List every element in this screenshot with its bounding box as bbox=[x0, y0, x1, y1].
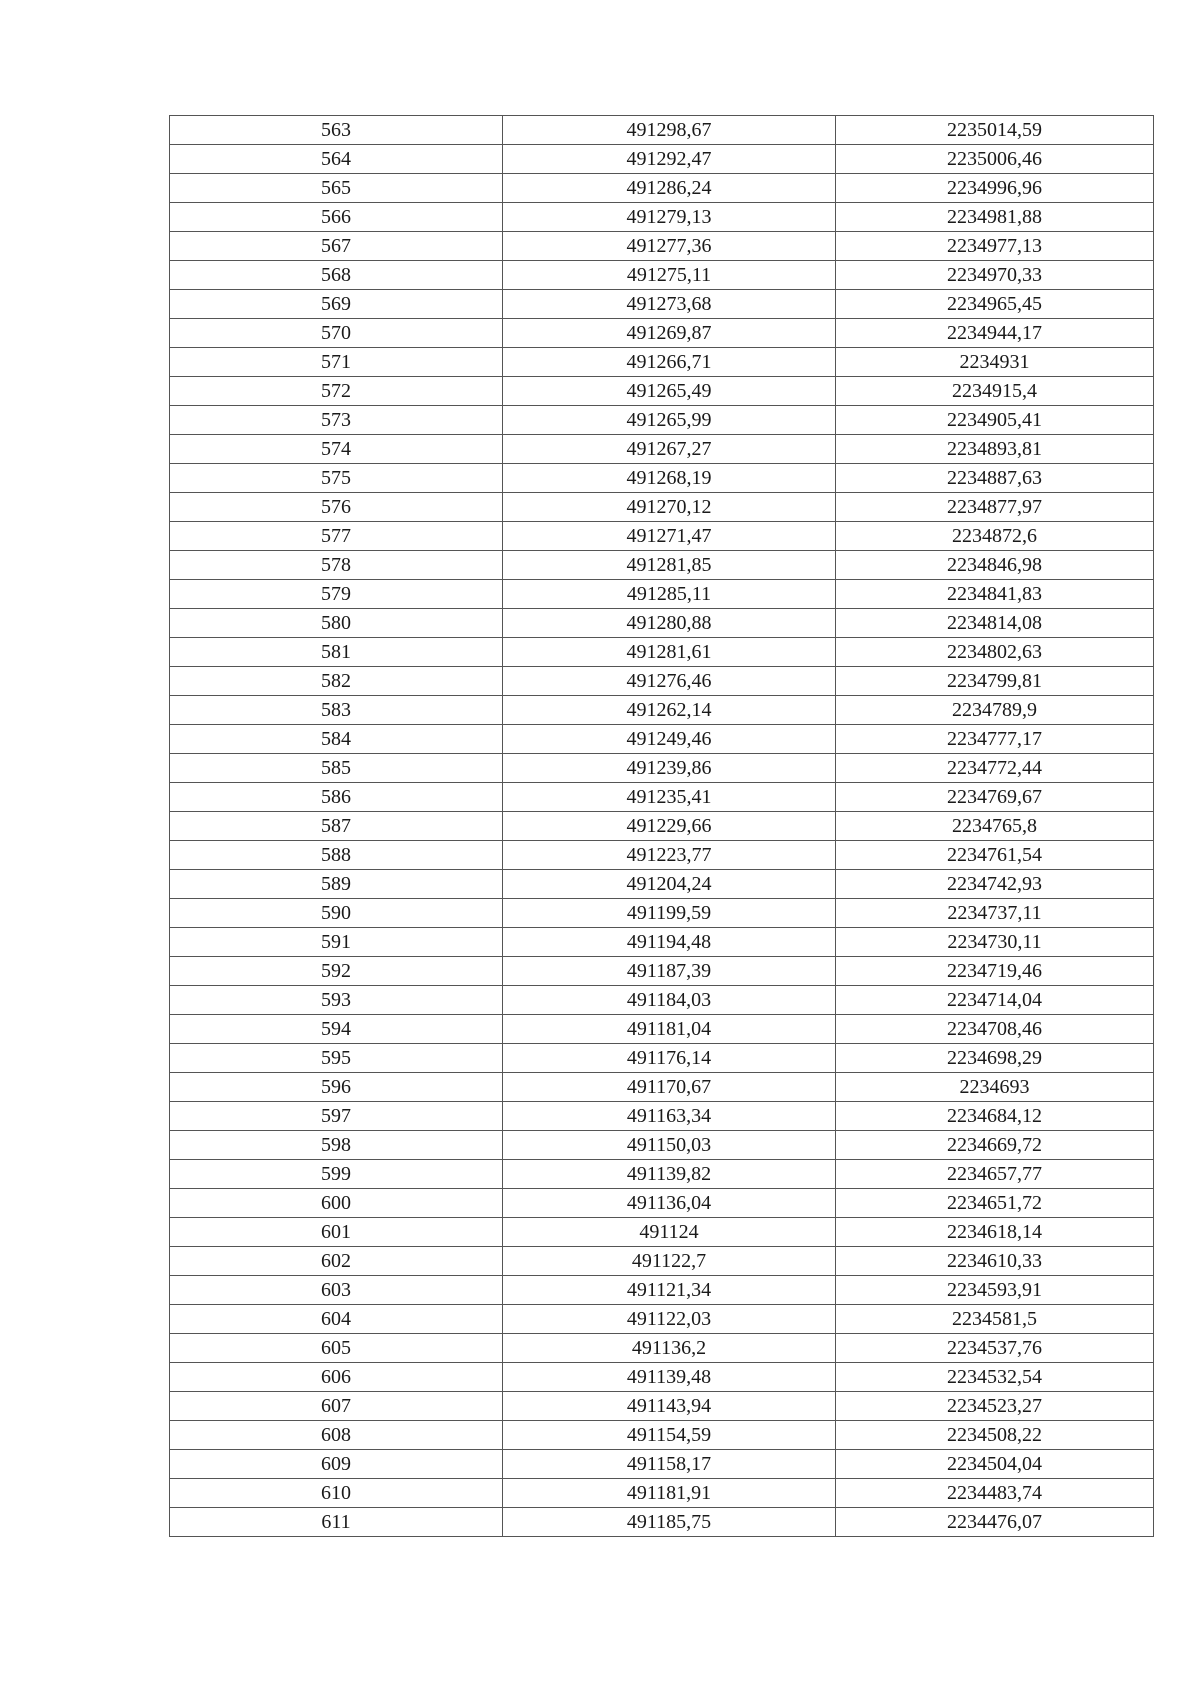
table-row bbox=[170, 1015, 1154, 1044]
y-coordinate-cell: 2234877,97 bbox=[836, 493, 1154, 522]
y-coordinate-cell: 2234887,63 bbox=[836, 464, 1154, 493]
y-coordinate-cell: 2234476,07 bbox=[836, 1508, 1154, 1537]
point-number-cell: 577 bbox=[170, 522, 503, 551]
point-number-cell: 588 bbox=[170, 841, 503, 870]
y-coordinate-cell: 2234532,54 bbox=[836, 1363, 1154, 1392]
y-coordinate-cell: 2234537,76 bbox=[836, 1334, 1154, 1363]
y-coordinate-cell: 2234841,83 bbox=[836, 580, 1154, 609]
x-coordinate-cell: 491235,41 bbox=[503, 783, 836, 812]
table-row bbox=[170, 638, 1154, 667]
y-coordinate-cell: 2235006,46 bbox=[836, 145, 1154, 174]
y-coordinate-cell: 2234618,14 bbox=[836, 1218, 1154, 1247]
y-coordinate-cell: 2234893,81 bbox=[836, 435, 1154, 464]
point-number-cell: 611 bbox=[170, 1508, 503, 1537]
point-number-cell: 565 bbox=[170, 174, 503, 203]
point-number-cell: 574 bbox=[170, 435, 503, 464]
x-coordinate-cell: 491158,17 bbox=[503, 1450, 836, 1479]
x-coordinate-cell: 491285,11 bbox=[503, 580, 836, 609]
x-coordinate-cell: 491281,61 bbox=[503, 638, 836, 667]
table-row bbox=[170, 145, 1154, 174]
point-number-cell: 589 bbox=[170, 870, 503, 899]
point-number-cell: 590 bbox=[170, 899, 503, 928]
table-row bbox=[170, 1276, 1154, 1305]
x-coordinate-cell: 491154,59 bbox=[503, 1421, 836, 1450]
table-row bbox=[170, 1044, 1154, 1073]
x-coordinate-cell: 491280,88 bbox=[503, 609, 836, 638]
table-row bbox=[170, 464, 1154, 493]
y-coordinate-cell: 2234698,29 bbox=[836, 1044, 1154, 1073]
point-number-cell: 604 bbox=[170, 1305, 503, 1334]
point-number-cell: 603 bbox=[170, 1276, 503, 1305]
y-coordinate-cell: 2234769,67 bbox=[836, 783, 1154, 812]
table-row bbox=[170, 1218, 1154, 1247]
x-coordinate-cell: 491267,27 bbox=[503, 435, 836, 464]
point-number-cell: 599 bbox=[170, 1160, 503, 1189]
x-coordinate-cell: 491229,66 bbox=[503, 812, 836, 841]
point-number-cell: 593 bbox=[170, 986, 503, 1015]
table-row bbox=[170, 290, 1154, 319]
table-row bbox=[170, 116, 1154, 145]
point-number-cell: 606 bbox=[170, 1363, 503, 1392]
y-coordinate-cell: 2234761,54 bbox=[836, 841, 1154, 870]
table-row bbox=[170, 1479, 1154, 1508]
x-coordinate-cell: 491281,85 bbox=[503, 551, 836, 580]
y-coordinate-cell: 2234742,93 bbox=[836, 870, 1154, 899]
table-row bbox=[170, 1247, 1154, 1276]
x-coordinate-cell: 491239,86 bbox=[503, 754, 836, 783]
x-coordinate-cell: 491276,46 bbox=[503, 667, 836, 696]
table-row bbox=[170, 1189, 1154, 1218]
point-number-cell: 591 bbox=[170, 928, 503, 957]
point-number-cell: 563 bbox=[170, 116, 503, 145]
x-coordinate-cell: 491269,87 bbox=[503, 319, 836, 348]
x-coordinate-cell: 491184,03 bbox=[503, 986, 836, 1015]
table-row bbox=[170, 812, 1154, 841]
point-number-cell: 576 bbox=[170, 493, 503, 522]
y-coordinate-cell: 2234799,81 bbox=[836, 667, 1154, 696]
y-coordinate-cell: 2234523,27 bbox=[836, 1392, 1154, 1421]
x-coordinate-cell: 491122,03 bbox=[503, 1305, 836, 1334]
y-coordinate-cell: 2234777,17 bbox=[836, 725, 1154, 754]
table-row bbox=[170, 1334, 1154, 1363]
x-coordinate-cell: 491265,99 bbox=[503, 406, 836, 435]
x-coordinate-cell: 491265,49 bbox=[503, 377, 836, 406]
table-row bbox=[170, 725, 1154, 754]
x-coordinate-cell: 491136,04 bbox=[503, 1189, 836, 1218]
x-coordinate-cell: 491150,03 bbox=[503, 1131, 836, 1160]
table-row bbox=[170, 493, 1154, 522]
table-row bbox=[170, 203, 1154, 232]
x-coordinate-cell: 491143,94 bbox=[503, 1392, 836, 1421]
y-coordinate-cell: 2234693 bbox=[836, 1073, 1154, 1102]
table-row bbox=[170, 1305, 1154, 1334]
x-coordinate-cell: 491181,04 bbox=[503, 1015, 836, 1044]
x-coordinate-cell: 491279,13 bbox=[503, 203, 836, 232]
x-coordinate-cell: 491271,47 bbox=[503, 522, 836, 551]
x-coordinate-cell: 491275,11 bbox=[503, 261, 836, 290]
table-row bbox=[170, 232, 1154, 261]
point-number-cell: 586 bbox=[170, 783, 503, 812]
table-row bbox=[170, 1508, 1154, 1537]
point-number-cell: 581 bbox=[170, 638, 503, 667]
table-row bbox=[170, 957, 1154, 986]
y-coordinate-cell: 2234508,22 bbox=[836, 1421, 1154, 1450]
y-coordinate-cell: 2234905,41 bbox=[836, 406, 1154, 435]
table-row bbox=[170, 870, 1154, 899]
y-coordinate-cell: 2234737,11 bbox=[836, 899, 1154, 928]
point-number-cell: 573 bbox=[170, 406, 503, 435]
x-coordinate-cell: 491249,46 bbox=[503, 725, 836, 754]
table-row bbox=[170, 1363, 1154, 1392]
x-coordinate-cell: 491187,39 bbox=[503, 957, 836, 986]
y-coordinate-cell: 2234802,63 bbox=[836, 638, 1154, 667]
point-number-cell: 571 bbox=[170, 348, 503, 377]
y-coordinate-cell: 2234669,72 bbox=[836, 1131, 1154, 1160]
x-coordinate-cell: 491292,47 bbox=[503, 145, 836, 174]
table-row bbox=[170, 696, 1154, 725]
y-coordinate-cell: 2234684,12 bbox=[836, 1102, 1154, 1131]
table-row bbox=[170, 1421, 1154, 1450]
point-number-cell: 572 bbox=[170, 377, 503, 406]
table-row bbox=[170, 1160, 1154, 1189]
y-coordinate-cell: 2234610,33 bbox=[836, 1247, 1154, 1276]
x-coordinate-cell: 491163,34 bbox=[503, 1102, 836, 1131]
point-number-cell: 594 bbox=[170, 1015, 503, 1044]
table-row bbox=[170, 435, 1154, 464]
table-row bbox=[170, 841, 1154, 870]
table-row bbox=[170, 1073, 1154, 1102]
x-coordinate-cell: 491136,2 bbox=[503, 1334, 836, 1363]
y-coordinate-cell: 2234965,45 bbox=[836, 290, 1154, 319]
y-coordinate-cell: 2234657,77 bbox=[836, 1160, 1154, 1189]
x-coordinate-cell: 491170,67 bbox=[503, 1073, 836, 1102]
point-number-cell: 587 bbox=[170, 812, 503, 841]
y-coordinate-cell: 2234730,11 bbox=[836, 928, 1154, 957]
table-row bbox=[170, 522, 1154, 551]
y-coordinate-cell: 2235014,59 bbox=[836, 116, 1154, 145]
point-number-cell: 570 bbox=[170, 319, 503, 348]
x-coordinate-cell: 491270,12 bbox=[503, 493, 836, 522]
y-coordinate-cell: 2234651,72 bbox=[836, 1189, 1154, 1218]
table-row bbox=[170, 406, 1154, 435]
y-coordinate-cell: 2234708,46 bbox=[836, 1015, 1154, 1044]
y-coordinate-cell: 2234931 bbox=[836, 348, 1154, 377]
table-row bbox=[170, 1450, 1154, 1479]
x-coordinate-cell: 491185,75 bbox=[503, 1508, 836, 1537]
y-coordinate-cell: 2234996,96 bbox=[836, 174, 1154, 203]
x-coordinate-cell: 491122,7 bbox=[503, 1247, 836, 1276]
y-coordinate-cell: 2234846,98 bbox=[836, 551, 1154, 580]
y-coordinate-cell: 2234483,74 bbox=[836, 1479, 1154, 1508]
y-coordinate-cell: 2234981,88 bbox=[836, 203, 1154, 232]
point-number-cell: 605 bbox=[170, 1334, 503, 1363]
table-row bbox=[170, 580, 1154, 609]
x-coordinate-cell: 491124 bbox=[503, 1218, 836, 1247]
point-number-cell: 585 bbox=[170, 754, 503, 783]
point-number-cell: 579 bbox=[170, 580, 503, 609]
point-number-cell: 578 bbox=[170, 551, 503, 580]
y-coordinate-cell: 2234977,13 bbox=[836, 232, 1154, 261]
point-number-cell: 596 bbox=[170, 1073, 503, 1102]
coordinates-table-body bbox=[170, 116, 1154, 1537]
y-coordinate-cell: 2234814,08 bbox=[836, 609, 1154, 638]
point-number-cell: 602 bbox=[170, 1247, 503, 1276]
x-coordinate-cell: 491176,14 bbox=[503, 1044, 836, 1073]
y-coordinate-cell: 2234765,8 bbox=[836, 812, 1154, 841]
point-number-cell: 569 bbox=[170, 290, 503, 319]
point-number-cell: 584 bbox=[170, 725, 503, 754]
y-coordinate-cell: 2234944,17 bbox=[836, 319, 1154, 348]
coordinates-table bbox=[169, 115, 1154, 1537]
table-row bbox=[170, 261, 1154, 290]
point-number-cell: 564 bbox=[170, 145, 503, 174]
y-coordinate-cell: 2234719,46 bbox=[836, 957, 1154, 986]
table-row bbox=[170, 551, 1154, 580]
table-row bbox=[170, 754, 1154, 783]
point-number-cell: 583 bbox=[170, 696, 503, 725]
table-row bbox=[170, 319, 1154, 348]
x-coordinate-cell: 491199,59 bbox=[503, 899, 836, 928]
x-coordinate-cell: 491268,19 bbox=[503, 464, 836, 493]
point-number-cell: 600 bbox=[170, 1189, 503, 1218]
point-number-cell: 595 bbox=[170, 1044, 503, 1073]
point-number-cell: 582 bbox=[170, 667, 503, 696]
point-number-cell: 566 bbox=[170, 203, 503, 232]
x-coordinate-cell: 491139,48 bbox=[503, 1363, 836, 1392]
table-row bbox=[170, 986, 1154, 1015]
x-coordinate-cell: 491286,24 bbox=[503, 174, 836, 203]
x-coordinate-cell: 491121,34 bbox=[503, 1276, 836, 1305]
x-coordinate-cell: 491223,77 bbox=[503, 841, 836, 870]
y-coordinate-cell: 2234593,91 bbox=[836, 1276, 1154, 1305]
x-coordinate-cell: 491262,14 bbox=[503, 696, 836, 725]
table-row bbox=[170, 377, 1154, 406]
y-coordinate-cell: 2234872,6 bbox=[836, 522, 1154, 551]
y-coordinate-cell: 2234789,9 bbox=[836, 696, 1154, 725]
table-row bbox=[170, 899, 1154, 928]
x-coordinate-cell: 491139,82 bbox=[503, 1160, 836, 1189]
x-coordinate-cell: 491266,71 bbox=[503, 348, 836, 377]
x-coordinate-cell: 491181,91 bbox=[503, 1479, 836, 1508]
y-coordinate-cell: 2234915,4 bbox=[836, 377, 1154, 406]
y-coordinate-cell: 2234714,04 bbox=[836, 986, 1154, 1015]
x-coordinate-cell: 491204,24 bbox=[503, 870, 836, 899]
point-number-cell: 609 bbox=[170, 1450, 503, 1479]
point-number-cell: 597 bbox=[170, 1102, 503, 1131]
table-row bbox=[170, 783, 1154, 812]
table-row bbox=[170, 348, 1154, 377]
y-coordinate-cell: 2234581,5 bbox=[836, 1305, 1154, 1334]
x-coordinate-cell: 491277,36 bbox=[503, 232, 836, 261]
table-row bbox=[170, 609, 1154, 638]
table-row bbox=[170, 928, 1154, 957]
point-number-cell: 592 bbox=[170, 957, 503, 986]
table-row bbox=[170, 1102, 1154, 1131]
point-number-cell: 601 bbox=[170, 1218, 503, 1247]
point-number-cell: 598 bbox=[170, 1131, 503, 1160]
table-row bbox=[170, 1131, 1154, 1160]
point-number-cell: 568 bbox=[170, 261, 503, 290]
y-coordinate-cell: 2234504,04 bbox=[836, 1450, 1154, 1479]
point-number-cell: 575 bbox=[170, 464, 503, 493]
y-coordinate-cell: 2234970,33 bbox=[836, 261, 1154, 290]
point-number-cell: 567 bbox=[170, 232, 503, 261]
x-coordinate-cell: 491273,68 bbox=[503, 290, 836, 319]
point-number-cell: 610 bbox=[170, 1479, 503, 1508]
point-number-cell: 580 bbox=[170, 609, 503, 638]
y-coordinate-cell: 2234772,44 bbox=[836, 754, 1154, 783]
point-number-cell: 608 bbox=[170, 1421, 503, 1450]
table-row bbox=[170, 667, 1154, 696]
x-coordinate-cell: 491298,67 bbox=[503, 116, 836, 145]
table-row bbox=[170, 1392, 1154, 1421]
x-coordinate-cell: 491194,48 bbox=[503, 928, 836, 957]
point-number-cell: 607 bbox=[170, 1392, 503, 1421]
table-row bbox=[170, 174, 1154, 203]
